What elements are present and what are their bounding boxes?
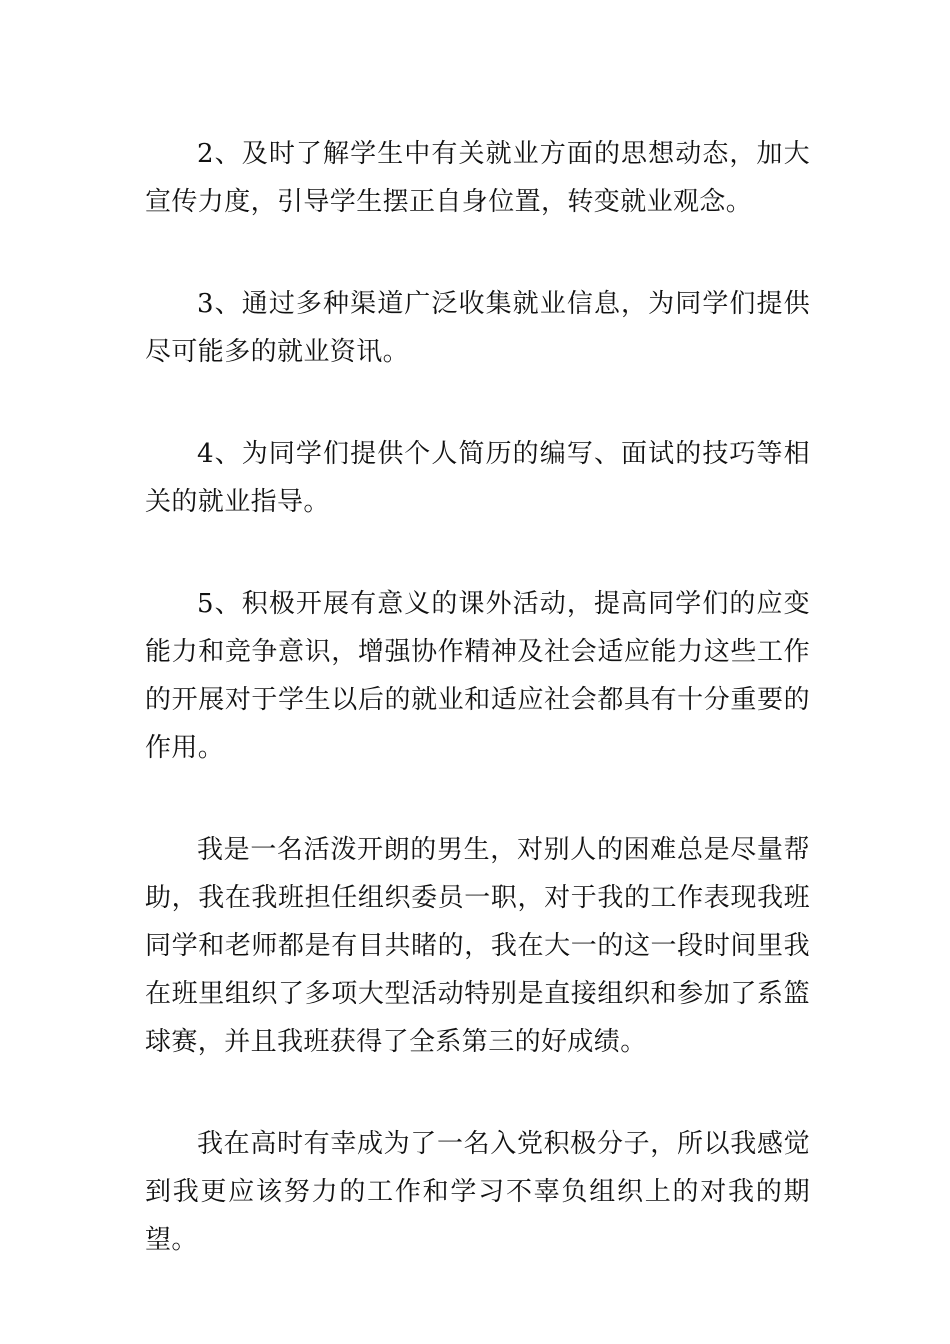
paragraph-party-activist: 我在高时有幸成为了一名入党积极分子，所以我感觉到我更应该努力的工作和学习不辜负组织上的对我的期望。 (145, 1129, 810, 1255)
paragraph-employment-guidance: 2、及时了解学生中有关就业方面的思想动态，加大宣传力度，引导学生摆正自身位置，转变就业观念。 (145, 139, 810, 217)
paragraph-resume-interview-guidance: 4、为同学们提供个人简历的编写、面试的技巧等相关的就业指导。 (145, 439, 810, 517)
paragraph-extracurricular-activities: 5、积极开展有意义的课外活动，提高同学们的应变能力和竞争意识，增强协作精神及社会适应能力这些工作的开展对于学生以后的就业和适应社会都具有十分重要的作用。 (145, 589, 810, 763)
paragraph-employment-information: 3、通过多种渠道广泛收集就业信息，为同学们提供尽可能多的就业资讯。 (145, 289, 810, 367)
paragraph-personal-work: 我是一名活泼开朗的男生，对别人的困难总是尽量帮助，我在我班担任组织委员一职，对于我的工作表现我班同学和老师都是有目共睹的，我在大一的这一段时间里我在班里组织了多项大型活动特别是直接组织和参加了系篮球赛，并且我班获得了全系第三的好成绩。 (145, 835, 810, 1057)
